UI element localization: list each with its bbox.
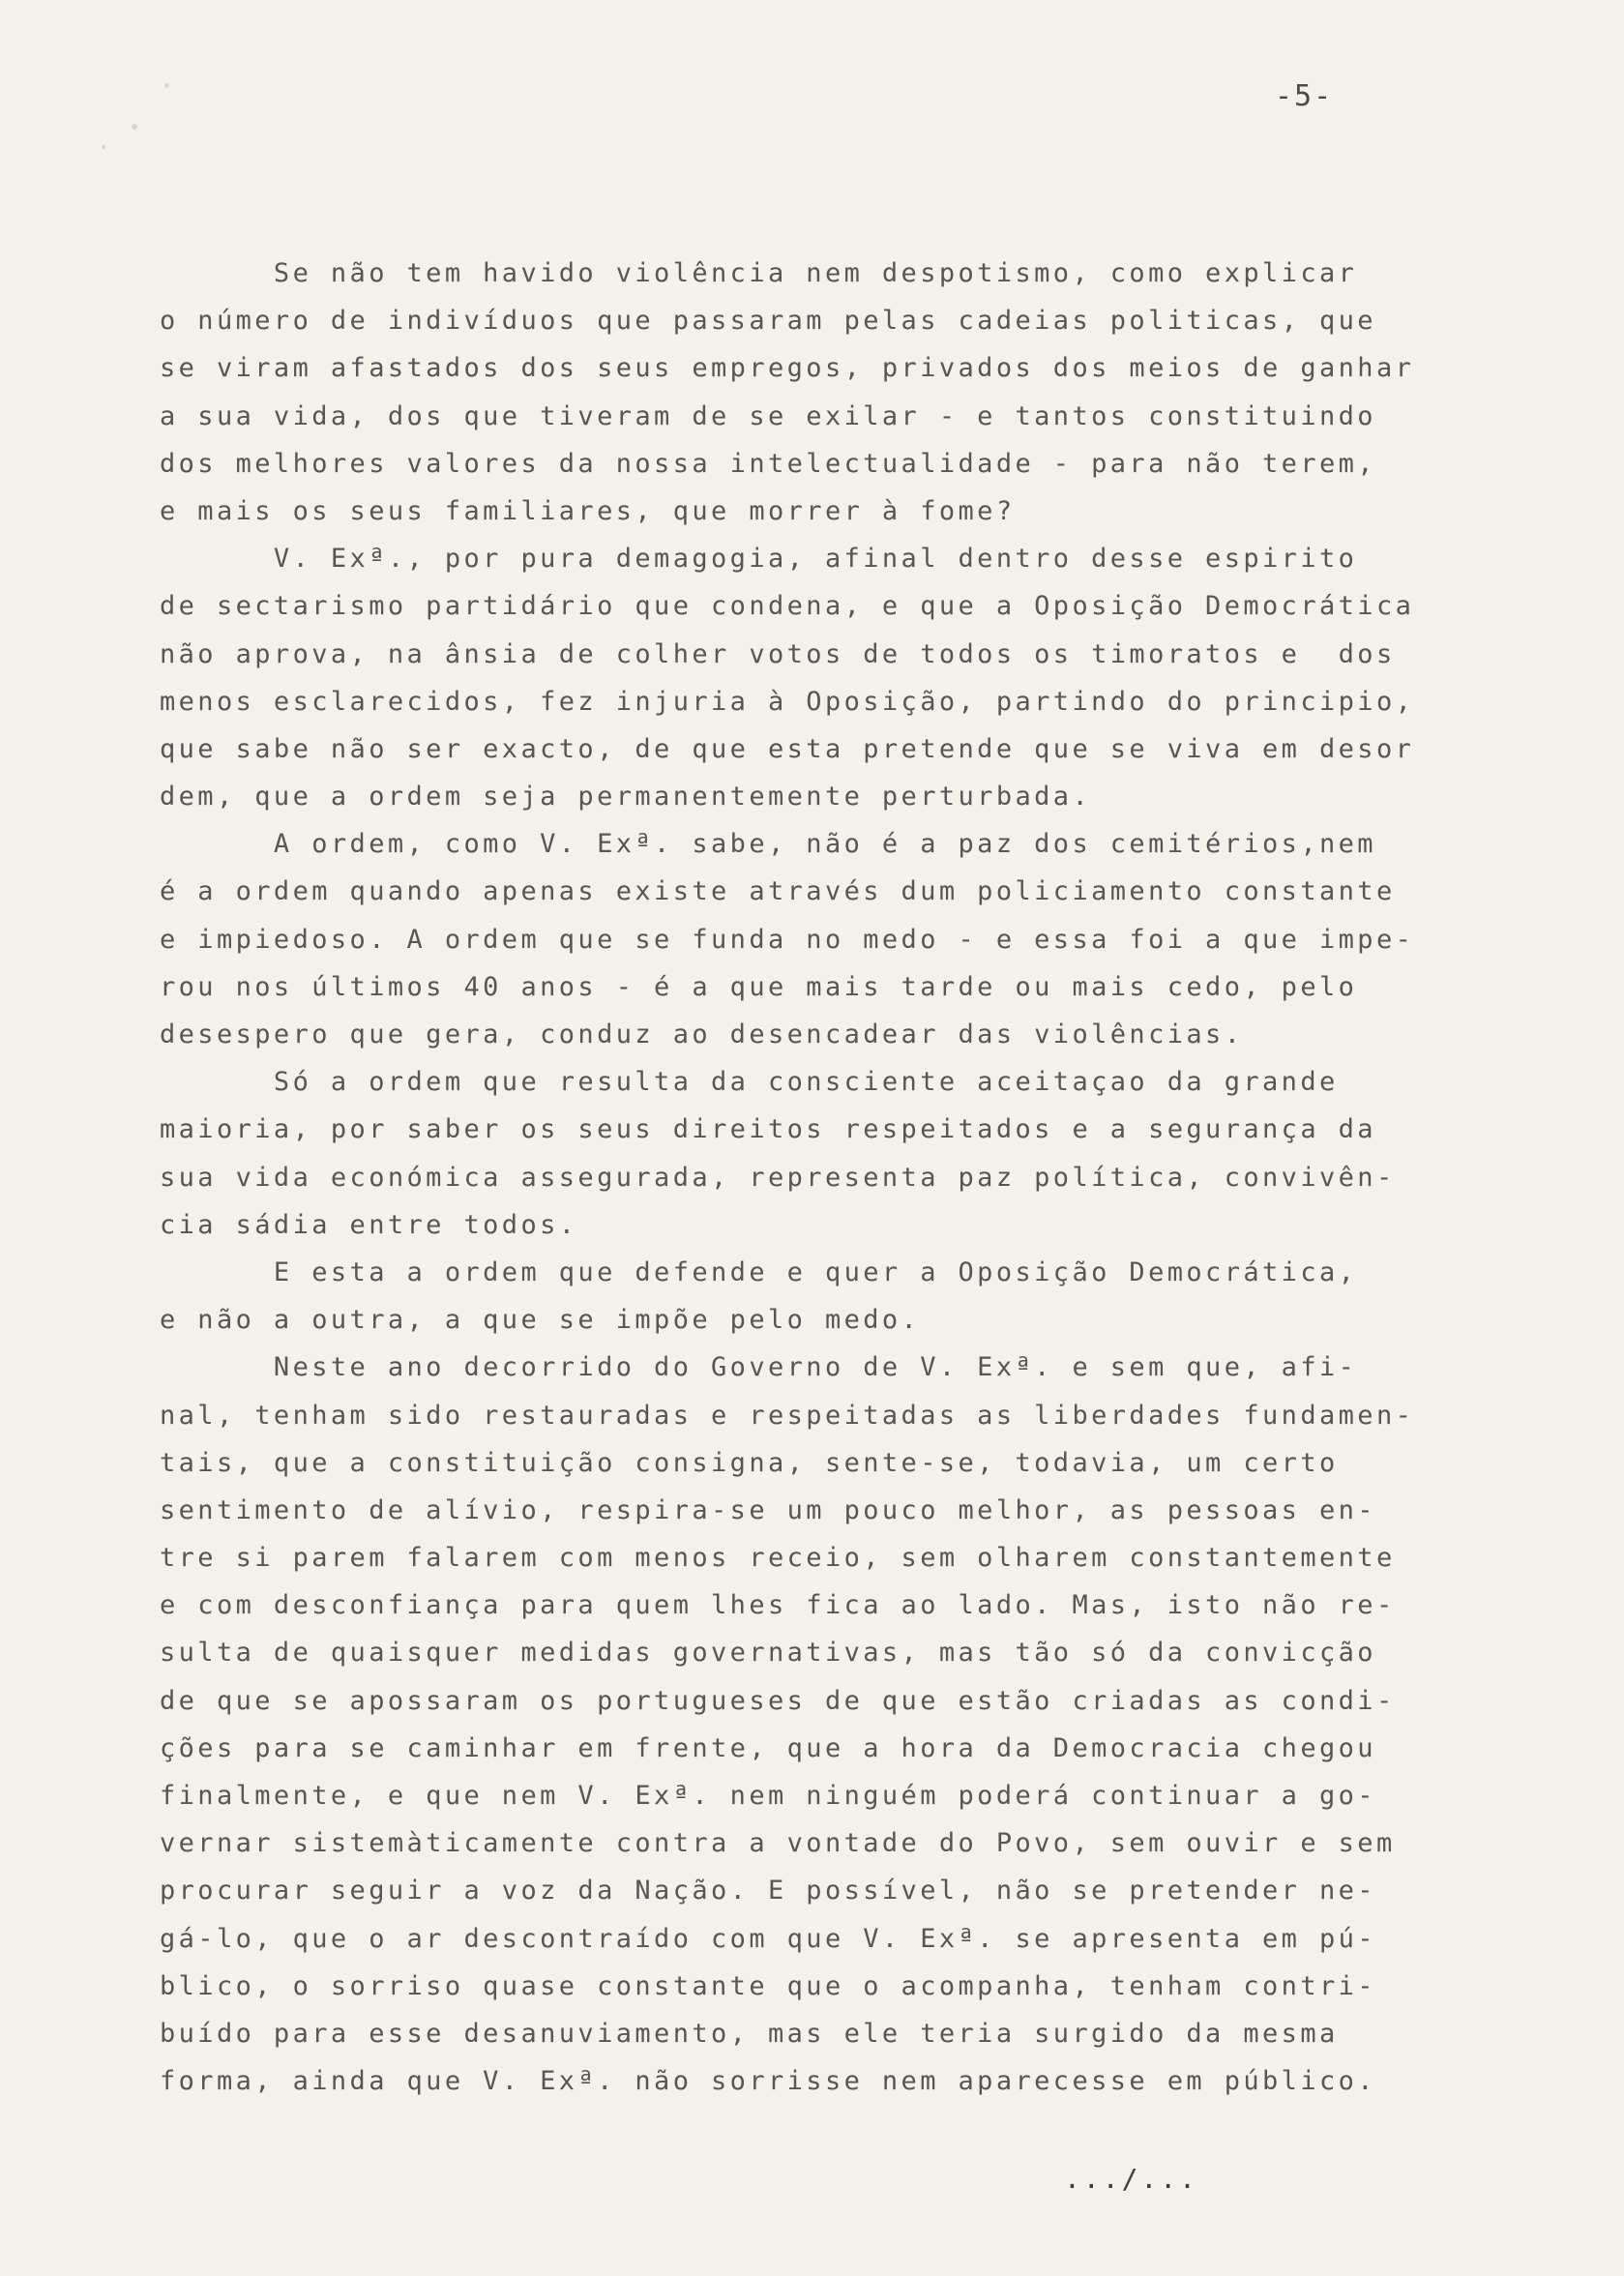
- text-line: sua vida económica assegurada, representa paz política, convivên-: [160, 1162, 1396, 1193]
- text-line: sulta de quaisquer medidas governativas, mas tão só da convicção: [160, 1638, 1376, 1669]
- page-number: -5-: [1275, 79, 1334, 113]
- text-line: Se não tem havido violência nem despotismo, como explicar: [160, 258, 1358, 288]
- text-line: forma, ainda que V. Exª. não sorrisse nem aparecesse em público.: [160, 2066, 1376, 2097]
- text-line: de sectarismo partidário que condena, e que a Oposição Democrática: [160, 591, 1415, 622]
- text-line: A ordem, como V. Exª. sabe, não é a paz dos cemitérios,nem: [160, 829, 1376, 860]
- text-line: finalmente, e que nem V. Exª. nem ninguém poderá continuar a go-: [160, 1781, 1376, 1811]
- paper-speck: [132, 124, 137, 130]
- text-line: se viram afastados dos seus empregos, privados dos meios de ganhar: [160, 353, 1415, 384]
- paper-speck: [102, 145, 105, 149]
- text-line: procurar seguir a voz da Nação. E possível, não se pretender ne-: [160, 1876, 1376, 1907]
- text-line: vernar sistemàticamente contra a vontade do Povo, sem ouvir e sem: [160, 1828, 1396, 1859]
- text-line: a sua vida, dos que tiveram de se exilar - e tantos constituindo: [160, 400, 1376, 431]
- text-line: de que se apossaram os portugueses de que estão criadas as condi-: [160, 1685, 1396, 1716]
- text-line: não aprova, na ânsia de colher votos de todos os timoratos e dos: [160, 638, 1396, 669]
- text-line: o número de indivíduos que passaram pelas cadeias politicas, que: [160, 306, 1376, 337]
- text-line: tais, que a constituição consigna, sente-se, todavia, um certo: [160, 1447, 1339, 1478]
- text-line: cia sádia entre todos.: [160, 1209, 578, 1240]
- letter-body: [160, 250, 1494, 2105]
- text-line: ções para se caminhar em frente, que a hora da Democracia chegou: [160, 1732, 1376, 1763]
- text-line: menos esclarecidos, fez injuria à Oposição, partindo do principio,: [160, 686, 1415, 717]
- text-line: gá-lo, que o ar descontraído com que V. Exª. se apresenta em pú-: [160, 1923, 1376, 1954]
- text-line: V. Exª., por pura demagogia, afinal dentro desse espirito: [160, 544, 1358, 575]
- text-line: dem, que a ordem seja permanentemente perturbada.: [160, 782, 1092, 813]
- text-line: dos melhores valores da nossa intelectualidade - para não terem,: [160, 448, 1376, 479]
- text-line: nal, tenham sido restauradas e respeitadas as liberdades fundamen-: [160, 1400, 1415, 1431]
- text-line: e mais os seus familiares, que morrer à fome?: [160, 495, 1016, 526]
- text-line: sentimento de alívio, respira-se um pouco melhor, as pessoas en-: [160, 1494, 1376, 1525]
- text-line: é a ordem quando apenas existe através dum policiamento constante: [160, 876, 1396, 907]
- text-line: maioria, por saber os seus direitos respeitados e a segurança da: [160, 1114, 1376, 1145]
- text-line: tre si parem falarem com menos receio, sem olharem constantemente: [160, 1543, 1396, 1574]
- text-line: E esta a ordem que defende e quer a Oposição Democrática,: [160, 1256, 1358, 1287]
- paper-speck: [164, 83, 169, 88]
- text-line: blico, o sorriso quase constante que o acompanha, tenham contri-: [160, 1970, 1376, 2001]
- text-line: e não a outra, a que se impõe pelo medo.: [160, 1305, 921, 1336]
- text-line: e com desconfiança para quem lhes fica ao lado. Mas, isto não re-: [160, 1590, 1396, 1621]
- text-line: que sabe não ser exacto, de que esta pretende que se viva em desor: [160, 733, 1415, 764]
- text-line: buído para esse desanuviamento, mas ele teria surgido da mesma: [160, 2018, 1339, 2049]
- text-line: desespero que gera, conduz ao desencadear das violências.: [160, 1020, 1244, 1049]
- continuation-mark: .../...: [1064, 2163, 1199, 2195]
- text-line: Neste ano decorrido do Governo de V. Exª. e sem que, afi-: [160, 1352, 1358, 1383]
- text-line: Só a ordem que resulta da consciente aceitaçao da grande: [160, 1067, 1339, 1098]
- text-line: rou nos últimos 40 anos - é a que mais tarde ou mais cedo, pelo: [160, 971, 1358, 1002]
- text-line: e impiedoso. A ordem que se funda no medo - e essa foi a que impe-: [160, 924, 1415, 955]
